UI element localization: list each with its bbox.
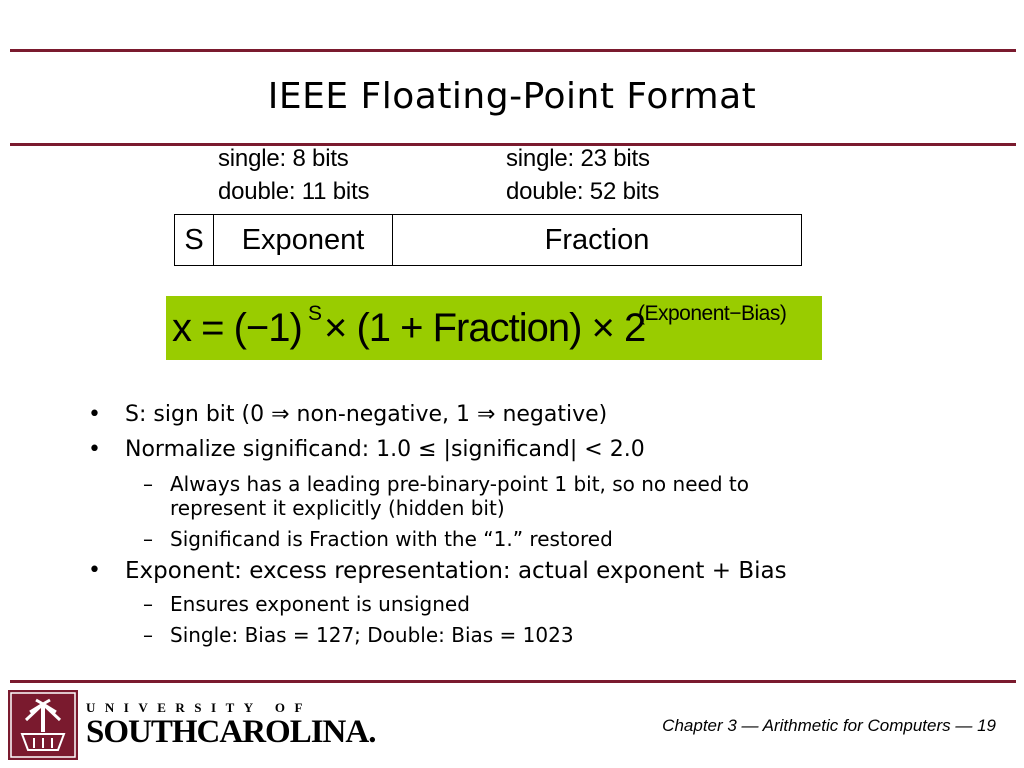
formula-power: (Exponent−Bias) <box>638 302 787 325</box>
bullet-sign-bit: S: sign bit (0 ⇒ non-negative, 1 ⇒ negative) <box>125 402 608 427</box>
fraction-single-bits: single: 23 bits <box>506 145 650 172</box>
university-wordmark <box>86 700 375 751</box>
sub-bullet-leading-bit: Always has a leading pre-binary-point 1 bit, so no need to <box>170 472 749 496</box>
footer-rule <box>10 680 1016 683</box>
exponent-field: Exponent <box>214 215 393 265</box>
palmetto-logo <box>8 690 78 760</box>
bullet-normalize: Normalize significand: 1.0 ≤ |significand| < 2.0 <box>125 437 645 462</box>
university-of-text: UNIVERSITY OF <box>86 700 312 715</box>
sub-bullet-dash: – <box>143 623 153 647</box>
bullet-dot: • <box>88 558 101 583</box>
slide-title: IEEE Floating-Point Format <box>267 76 757 117</box>
formula-box <box>166 296 822 360</box>
format-diagram <box>174 214 802 266</box>
sub-bullet-bias: Single: Bias = 127; Double: Bias = 1023 <box>170 623 574 647</box>
south-carolina-text: SOUTHCAROLINA. <box>86 714 376 750</box>
formula-middle: × (1 + Fraction) × 2 <box>324 306 646 350</box>
sub-bullet-leading-bit-cont: represent it explicitly (hidden bit) <box>170 496 505 520</box>
top-rule <box>10 49 1016 52</box>
fraction-double-bits: double: 52 bits <box>506 178 660 205</box>
sub-bullet-dash: – <box>143 527 153 551</box>
sub-bullet-significand: Significand is Fraction with the “1.” restored <box>170 527 613 551</box>
sub-bullet-unsigned: Ensures exponent is unsigned <box>170 592 470 616</box>
palmetto-tree-icon <box>8 690 78 760</box>
exponent-single-bits: single: 8 bits <box>218 145 349 172</box>
formula-base: x = (−1) <box>172 306 302 350</box>
bullet-exponent: Exponent: excess representation: actual exponent + Bias <box>125 558 787 584</box>
sign-field: S <box>175 215 214 265</box>
sub-bullet-dash: – <box>143 592 153 616</box>
fraction-field: Fraction <box>544 223 650 256</box>
formula-sign-exponent: S <box>308 302 322 325</box>
exponent-double-bits: double: 11 bits <box>218 178 370 205</box>
sub-bullet-dash: – <box>143 472 153 496</box>
bullet-dot: • <box>88 402 101 427</box>
chapter-footer: Chapter 3 — Arithmetic for Computers — 19 <box>662 716 996 735</box>
bullet-dot: • <box>88 437 101 462</box>
